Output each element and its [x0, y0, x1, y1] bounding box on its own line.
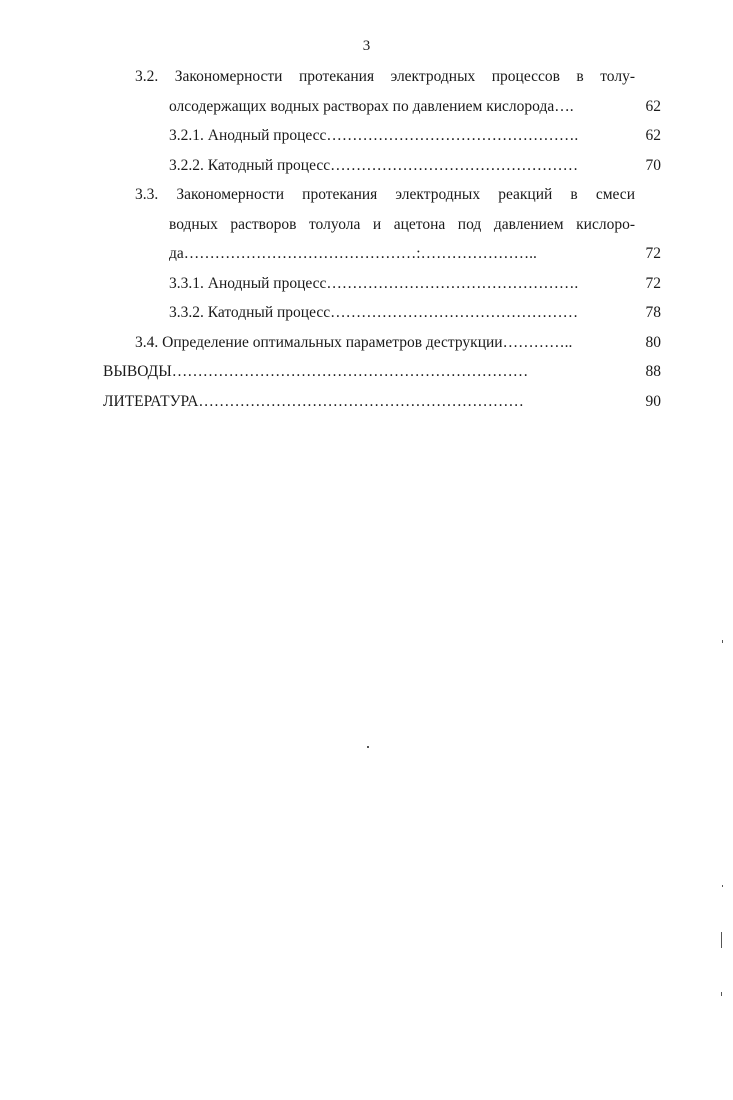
toc-entry-3-3-cont [103, 210, 661, 240]
toc-entry-conclusions [103, 357, 661, 387]
toc-entry-page: 70 [645, 156, 661, 174]
toc-entry-text: да………………………………………:………………….. [169, 245, 537, 262]
scan-speck [722, 640, 723, 643]
toc-entry-3-3-2 [103, 298, 661, 328]
toc-entry-text: ВЫВОДЫ…………………………………………………………… [103, 363, 529, 380]
toc-entry-3-3-1 [103, 269, 661, 299]
toc-entry-page: 80 [645, 333, 661, 351]
toc-entry-3-2-1 [103, 121, 661, 151]
toc-entry-literature [103, 387, 661, 417]
toc-entry-text: ЛИТЕРАТУРА……………………………………………………… [103, 392, 524, 410]
toc-entry-3-3 [103, 180, 661, 210]
toc-entry-page: 90 [645, 392, 661, 410]
scan-speck [722, 885, 723, 887]
toc-entry-page: 88 [645, 363, 661, 380]
toc-entry-text: 3.3. Закономерности протекания электродных реакций в смеси [135, 186, 635, 203]
page-number: 3 [362, 38, 371, 54]
toc-entry-3-2 [103, 62, 661, 92]
toc-entry-text: 3.3.2. Катодный процесс………………………………………… [169, 304, 579, 321]
toc-entry-text: 3.2.2. Катодный процесс………………………………………… [169, 156, 579, 174]
toc-entry-3-2-cont [103, 92, 661, 122]
toc-entry-page: 72 [645, 245, 661, 262]
toc-entry-text: водных растворов толуола и ацетона под давлением кислоро- [169, 215, 635, 233]
toc-entry-3-3-cont2 [103, 239, 661, 269]
toc-entry-page: 62 [645, 127, 661, 144]
toc-entry-page: 72 [645, 274, 661, 292]
scan-speck [721, 932, 722, 948]
scan-speck [721, 992, 722, 996]
toc-entry-3-4 [103, 328, 661, 358]
toc-entry-page: 62 [645, 97, 661, 115]
toc-entry-text: 3.2. Закономерности протекания электродных процессов в толу- [135, 68, 635, 85]
toc-entry-text: 3.2.1. Анодный процесс…………………………………………. [169, 127, 579, 144]
table-of-contents [103, 62, 661, 416]
toc-entry-text: 3.4. Определение оптимальных параметров деструкции………….. [135, 333, 573, 351]
toc-entry-page: 78 [645, 304, 661, 321]
toc-entry-3-2-2 [103, 151, 661, 181]
scan-speck [367, 746, 369, 748]
toc-entry-text: олсодержащих водных растворах по давлением кислорода…. [169, 97, 574, 115]
toc-entry-text: 3.3.1. Анодный процесс…………………………………………. [169, 274, 579, 292]
